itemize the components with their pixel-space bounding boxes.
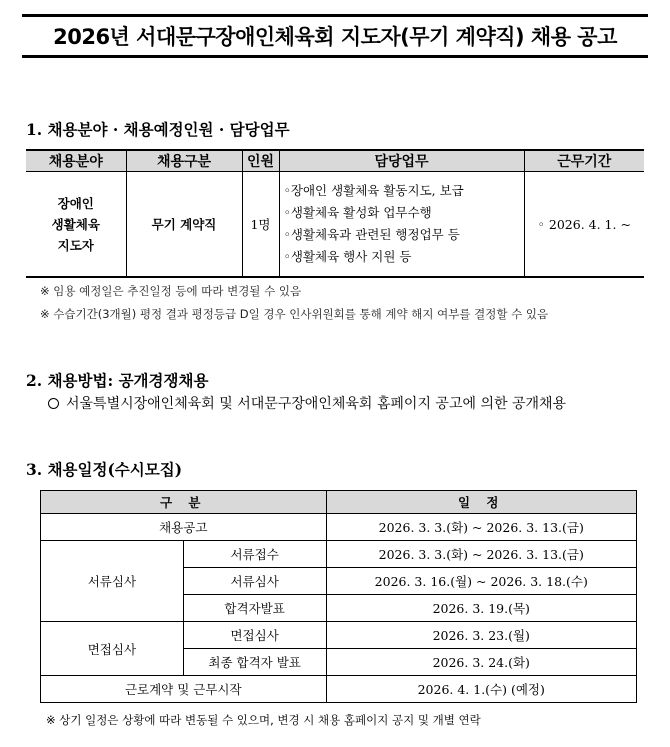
title-banner	[22, 14, 648, 58]
method-line	[48, 393, 566, 413]
header-period: 근무기간	[524, 150, 644, 172]
row-date: 2026. 3. 19.(목)	[326, 595, 637, 622]
schedule-header-row	[41, 491, 637, 514]
duty-item: ◦장애인 생활체육 활동지도, 보급	[283, 183, 464, 198]
schedule-row	[41, 622, 637, 649]
header-category: 구 분	[41, 491, 327, 514]
row-date: 2026. 3. 3.(화) ~ 2026. 3. 13.(금)	[326, 514, 637, 541]
row-date: 2026. 3. 23.(월)	[326, 622, 637, 649]
row-label: 최종 합격자 발표	[183, 649, 326, 676]
circle-bullet-icon	[48, 398, 59, 409]
row-label: 채용공고	[41, 514, 327, 541]
recruitment-header-row	[26, 150, 644, 172]
duty-item: ◦생활체육과 관련된 행정업무 등	[283, 227, 460, 242]
cell-count: 1명	[242, 172, 279, 278]
row-date: 2026. 3. 3.(화) ~ 2026. 3. 13.(금)	[326, 541, 637, 568]
cell-field	[26, 172, 126, 278]
field-line: 지도자	[57, 237, 94, 253]
row-date: 2026. 3. 16.(월) ~ 2026. 3. 18.(수)	[326, 568, 637, 595]
row-date: 2026. 3. 24.(화)	[326, 649, 637, 676]
page-title: 2026년 서대문구장애인체육회 지도자(무기 계약직) 채용 공고	[53, 25, 617, 49]
schedule-row	[41, 541, 637, 568]
duty-item: ◦생활체육 활성화 업무수행	[283, 205, 432, 220]
row-label: 서류심사	[183, 568, 326, 595]
row-label: 근로계약 및 근무시작	[41, 676, 327, 703]
group-label: 면접심사	[41, 622, 184, 676]
row-label: 서류접수	[183, 541, 326, 568]
duty-item: ◦생활체육 행사 지원 등	[283, 249, 412, 264]
field-line: 장애인	[57, 195, 94, 211]
schedule-table	[40, 490, 637, 703]
row-date: 2026. 4. 1.(수) (예정)	[326, 676, 637, 703]
section1-heading: 1. 채용분야 · 채용예정인원 · 담당업무	[26, 120, 290, 139]
schedule-row	[41, 676, 637, 703]
header-schedule: 일 정	[326, 491, 637, 514]
header-duties: 담당업무	[279, 150, 524, 172]
recruitment-row	[26, 172, 644, 278]
note-appointment: ※ 임용 예정일은 추진일정 등에 따라 변경될 수 있음	[40, 284, 302, 298]
row-label: 면접심사	[183, 622, 326, 649]
field-line: 생활체육	[51, 216, 100, 232]
section2-heading: 2. 채용방법: 공개경쟁채용	[26, 371, 209, 390]
cell-period: ◦ 2026. 4. 1. ~	[524, 172, 644, 278]
header-type: 채용구분	[126, 150, 242, 172]
cell-duties	[279, 172, 524, 278]
section3-heading: 3. 채용일정(수시모집)	[26, 460, 183, 479]
schedule-row	[41, 514, 637, 541]
method-text: 서울특별시장애인체육회 및 서대문구장애인체육회 홈페이지 공고에 의한 공개채용	[66, 396, 567, 412]
header-field: 채용분야	[26, 150, 126, 172]
note-probation: ※ 수습기간(3개월) 평정 결과 평정등급 D일 경우 인사위원회를 통해 계약 해지 여부를 결정할 수 있음	[40, 307, 549, 321]
recruitment-table	[26, 149, 644, 278]
row-label: 합격자발표	[183, 595, 326, 622]
header-count: 인원	[242, 150, 279, 172]
cell-type: 무기 계약직	[126, 172, 242, 278]
group-label: 서류심사	[41, 541, 184, 622]
schedule-footnote: ※ 상기 일정은 상황에 따라 변동될 수 있으며, 변경 시 채용 홈페이지 공지 및 개별 연락	[46, 713, 481, 727]
